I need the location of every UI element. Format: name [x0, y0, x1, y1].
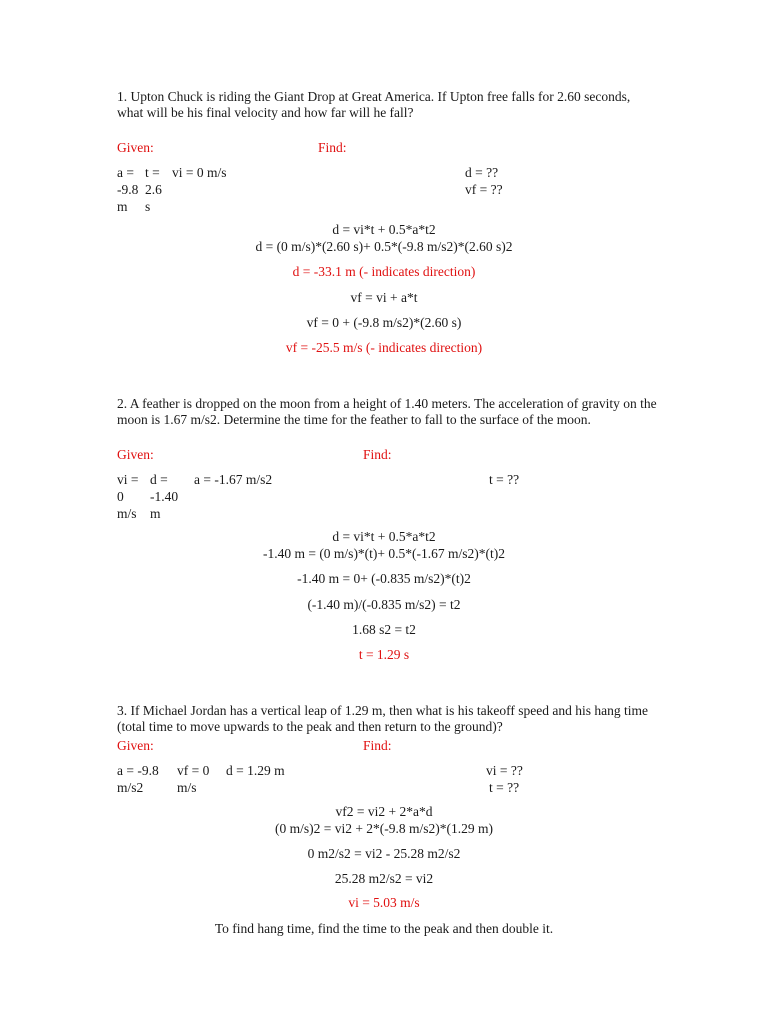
p2-find-label: Find: [363, 447, 392, 462]
p1-answer-vf: vf = -25.5 m/s (- indicates direction) [285, 340, 483, 355]
p2-equation-1: d = vi*t + 0.5*a*t2 [332, 529, 436, 544]
p3-answer-vi: vi = 5.03 m/s [348, 895, 420, 910]
problem-1-question: 1. Upton Chuck is riding the Giant Drop at Great America. If Upton free falls for 2.60 seconds, what will be his final velocity and how far will he fall? [117, 89, 631, 120]
p1-equation-1: d = vi*t + 0.5*a*t2 [332, 222, 436, 237]
p3-find-label: Find: [363, 738, 392, 753]
p1-given-a-unit: m [117, 199, 128, 214]
p3-hang-time-note: To find hang time, find the time to the peak and then double it. [214, 921, 554, 936]
p2-given-d: d = [150, 472, 168, 487]
p2-equation-4: (-1.40 m)/(-0.835 m/s2) = t2 [307, 597, 461, 612]
p1-equation-2: d = (0 m/s)*(2.60 s)+ 0.5*(-9.8 m/s2)*(2.60 s)2 [255, 239, 513, 254]
p1-equation-4: vf = 0 + (-9.8 m/s2)*(2.60 s) [306, 315, 462, 330]
p3-given-d: d = 1.29 m [226, 763, 285, 778]
p2-find-t: t = ?? [489, 472, 520, 487]
p3-equation-2: (0 m/s)2 = vi2 + 2*(-9.8 m/s2)*(1.29 m) [274, 821, 494, 836]
p2-equation-2: -1.40 m = (0 m/s)*(t)+ 0.5*(-1.67 m/s2)*(t)2 [262, 546, 506, 561]
p1-find-label: Find: [318, 140, 347, 155]
p3-find-t: t = ?? [489, 780, 520, 795]
p1-equation-3: vf = vi + a*t [350, 290, 418, 305]
p1-answer-d: d = -33.1 m (- indicates direction) [292, 264, 476, 279]
p1-given-label: Given: [117, 140, 154, 155]
p2-equation-5: 1.68 s2 = t2 [352, 622, 416, 637]
p3-equation-3: 0 m2/s2 = vi2 - 25.28 m2/s2 [307, 846, 461, 861]
p3-find-vi: vi = ?? [486, 763, 523, 778]
p3-equation-1: vf2 = vi2 + 2*a*d [335, 804, 433, 819]
p2-equation-3: -1.40 m = 0+ (-0.835 m/s2)*(t)2 [297, 571, 471, 586]
p1-given-t: t = [145, 165, 160, 180]
p1-find-vf: vf = ?? [465, 182, 503, 197]
p3-given-vf-unit: m/s [177, 780, 197, 795]
p1-given-a-value: -9.8 [117, 182, 139, 197]
p2-answer-t: t = 1.29 s [358, 647, 410, 662]
p1-given-t-unit: s [145, 199, 151, 214]
p1-find-d: d = ?? [465, 165, 499, 180]
p2-given-vi-value: 0 [117, 489, 124, 504]
p1-given-vi: vi = 0 m/s [172, 165, 227, 180]
p3-given-vf: vf = 0 [177, 763, 210, 778]
p2-given-d-unit: m [150, 506, 161, 521]
p3-equation-4: 25.28 m2/s2 = vi2 [334, 871, 434, 886]
p2-given-d-value: -1.40 [150, 489, 179, 504]
p3-given-a: a = -9.8 [117, 763, 159, 778]
problem-3-question: 3. If Michael Jordan has a vertical leap of 1.29 m, then what is his takeoff speed and his hang time (total time to move upwards to the peak and then return to the ground)? [117, 703, 648, 734]
p2-given-vi: vi = [117, 472, 139, 487]
p2-given-vi-unit: m/s [117, 506, 137, 521]
p2-given-label: Given: [117, 447, 154, 462]
p1-given-a: a = [117, 165, 134, 180]
p3-given-a-unit: m/s2 [117, 780, 144, 795]
p3-given-label: Given: [117, 738, 154, 753]
p1-given-t-value: 2.6 [145, 182, 162, 197]
problem-2-question: 2. A feather is dropped on the moon from a height of 1.40 meters. The acceleration of gravity on the moon is 1.67 m/s2. Determine the time for the feather to fall to the surface of the moon. [117, 396, 657, 427]
p2-given-a: a = -1.67 m/s2 [194, 472, 273, 487]
